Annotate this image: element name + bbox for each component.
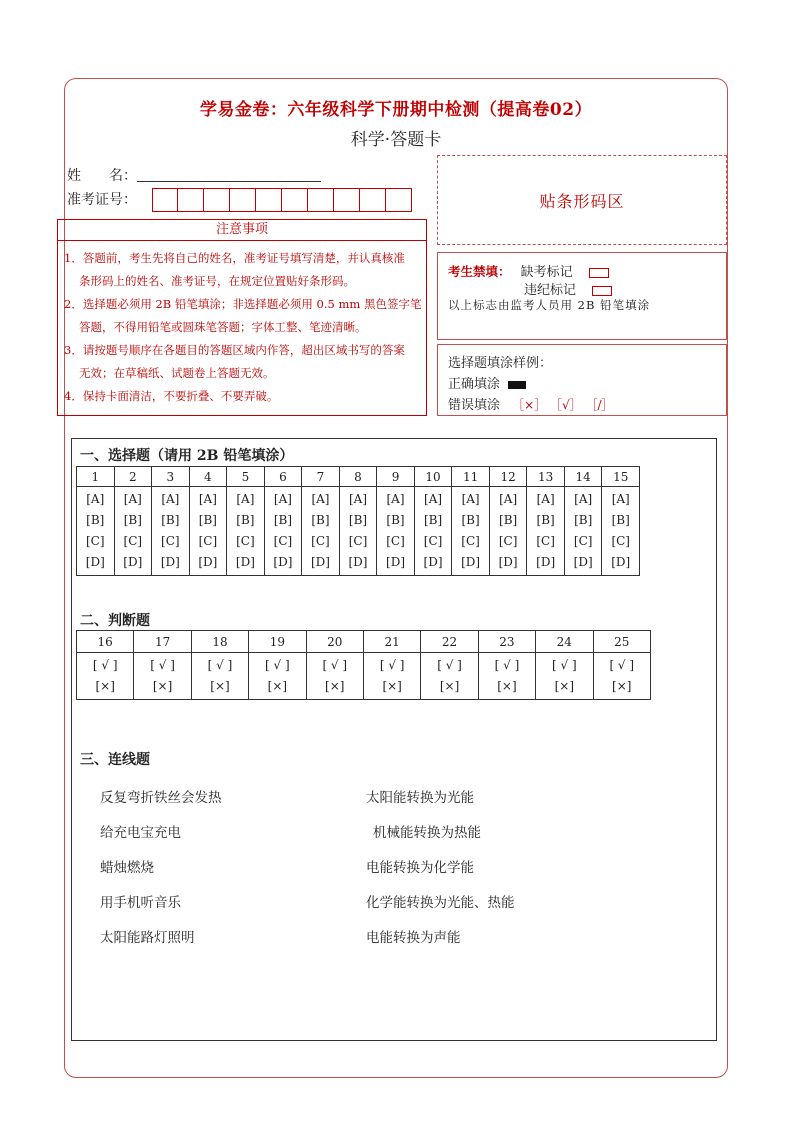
judgment-table (76, 630, 651, 700)
match-right-item: 电能转换为化学能 (366, 860, 474, 876)
match-left-item: 蜡烛燃烧 (100, 860, 154, 876)
notice-item: 3．请按题号顺序在各题目的答题区域内作答，超出区域书写的答案 (64, 343, 405, 357)
question-number: 22 (421, 631, 478, 653)
id-digit-box[interactable] (334, 188, 360, 212)
match-left-item: 用手机听音乐 (100, 895, 181, 911)
judgment-cell (191, 653, 248, 700)
violation-mark-box[interactable] (592, 286, 612, 296)
fill-sample-box (437, 344, 727, 416)
choice-option[interactable]: [C] (498, 534, 518, 548)
judgment-cell (593, 653, 650, 700)
match-right-item: 太阳能转换为光能 (366, 790, 474, 806)
judgment-cell (77, 653, 134, 700)
section2-title: 二、判断题 (80, 613, 150, 629)
id-digit-box[interactable] (256, 188, 282, 212)
match-right-item: 电能转换为声能 (366, 930, 461, 946)
judgment-option[interactable]: [×] (152, 679, 173, 693)
choice-option[interactable]: [C] (536, 534, 555, 548)
choice-cell (114, 487, 152, 576)
notice-item: 4．保持卡面清洁，不要折叠、不要弄破。 (64, 389, 279, 403)
question-number: 15 (602, 467, 640, 487)
choice-option[interactable]: [C] (423, 534, 443, 548)
judgment-option[interactable]: [ √ ] (494, 658, 520, 672)
choice-option[interactable]: [D] (273, 555, 293, 569)
match-right-item: 化学能转换为光能、热能 (366, 895, 515, 911)
choice-option[interactable]: [D] (348, 555, 368, 569)
violation-label: 违纪标记 (524, 283, 577, 298)
question-number: 1 (77, 467, 115, 487)
choice-cell (77, 487, 115, 576)
match-left-item: 反复弯折铁丝会发热 (100, 790, 222, 806)
notice-item: 2．选择题必须用 2B 铅笔填涂；非选择题必须用 0.5 mm 黑色签字笔 (64, 297, 422, 311)
examinee-ban-box (437, 252, 727, 340)
choice-option[interactable]: [B] (86, 513, 105, 527)
question-number: 17 (134, 631, 191, 653)
judgment-option[interactable]: [ √ ] (265, 658, 290, 672)
id-digit-box[interactable] (230, 188, 256, 212)
choice-option[interactable]: [B] (311, 513, 330, 527)
page-title: 学易金卷：六年级科学下册期中检测（提高卷02） (199, 100, 593, 120)
choice-option[interactable]: [B] (536, 513, 555, 527)
choice-option[interactable]: [C] (273, 534, 293, 548)
question-number: 2 (114, 467, 152, 487)
choice-option[interactable]: [A] (424, 492, 443, 506)
choice-table (76, 466, 640, 576)
judgment-cell (421, 653, 478, 700)
choice-option[interactable]: [D] (235, 555, 255, 569)
choice-option[interactable]: [A] (236, 492, 255, 506)
choice-cell (227, 487, 265, 576)
ban-title: 考生禁填： (448, 264, 511, 279)
choice-option[interactable]: [A] (574, 492, 593, 506)
question-number: 21 (363, 631, 420, 653)
choice-option[interactable]: [A] (386, 492, 405, 506)
judgment-option[interactable]: [×] (612, 679, 632, 693)
judgment-option[interactable]: [×] (439, 679, 460, 693)
choice-cell (264, 487, 302, 576)
exam-id-boxes[interactable] (152, 188, 412, 212)
question-number: 7 (302, 467, 340, 487)
barcode-label: 贴条形码区 (539, 191, 625, 211)
id-digit-box[interactable] (360, 188, 386, 212)
choice-option[interactable]: [D] (423, 555, 443, 569)
judgment-option[interactable]: [×] (497, 679, 517, 693)
sample-title: 选择题填涂样例： (448, 356, 553, 371)
question-number: 25 (593, 631, 650, 653)
question-number: 16 (77, 631, 134, 653)
choice-option[interactable]: [B] (236, 513, 255, 527)
notice-title: 注意事项 (57, 219, 427, 241)
choice-cell (564, 487, 602, 576)
question-number: 3 (152, 467, 190, 487)
choice-option[interactable]: [D] (461, 555, 481, 569)
question-number: 4 (189, 467, 227, 487)
judgment-option[interactable]: [×] (325, 679, 345, 693)
judgment-cell (478, 653, 535, 700)
barcode-area (437, 155, 727, 245)
question-number: 5 (227, 467, 265, 487)
choice-option[interactable]: [C] (573, 534, 593, 548)
judgment-cell (536, 653, 593, 700)
judgment-option[interactable]: [ √ ] (552, 658, 577, 672)
choice-cell (339, 487, 377, 576)
wrong-fill-samples: ［×］ ［√］ ［/］ (512, 398, 614, 412)
question-number: 12 (489, 467, 527, 487)
choice-option[interactable]: [C] (236, 534, 255, 548)
absent-label: 缺考标记 (520, 265, 573, 280)
choice-option[interactable]: [D] (611, 555, 631, 569)
id-digit-box[interactable] (152, 188, 178, 212)
name-label: 姓 名： (67, 168, 137, 184)
choice-option[interactable]: [C] (311, 534, 330, 548)
question-number: 14 (564, 467, 602, 487)
judgment-option[interactable]: [ √ ] (322, 658, 348, 672)
choice-option[interactable]: [A] (198, 492, 217, 506)
name-field[interactable] (137, 181, 321, 182)
choice-option[interactable]: [C] (198, 534, 218, 548)
id-digit-box[interactable] (308, 188, 334, 212)
judgment-cell (134, 653, 191, 700)
judgment-cell (249, 653, 306, 700)
choice-cell (527, 487, 565, 576)
question-number: 8 (339, 467, 377, 487)
judgment-option[interactable]: [×] (267, 679, 288, 693)
id-digit-box[interactable] (386, 188, 412, 212)
choice-option[interactable]: [C] (348, 534, 368, 548)
choice-option[interactable]: [B] (423, 513, 443, 527)
id-digit-box[interactable] (178, 188, 204, 212)
choice-option[interactable]: [A] (161, 492, 180, 506)
choice-option[interactable]: [B] (198, 513, 217, 527)
choice-cell (189, 487, 227, 576)
choice-option[interactable]: [A] (499, 492, 518, 506)
choice-option[interactable]: [C] (611, 534, 630, 548)
judgment-option[interactable]: [×] (554, 679, 575, 693)
wrong-label: 错误填涂 (448, 398, 501, 413)
question-number: 11 (452, 467, 490, 487)
question-number: 23 (478, 631, 535, 653)
match-right-item: 机械能转换为热能 (373, 825, 481, 841)
choice-option[interactable]: [B] (386, 513, 405, 527)
absent-mark-box[interactable] (589, 268, 609, 278)
choice-option[interactable]: [A] (348, 492, 367, 506)
page-subtitle: 科学·答题卡 (350, 130, 442, 150)
judgment-option[interactable]: [ √ ] (150, 658, 175, 672)
choice-option[interactable]: [B] (273, 513, 293, 527)
choice-option[interactable]: [D] (573, 555, 593, 569)
section1-title: 一、选择题（请用 2B 铅笔填涂） (80, 448, 294, 464)
choice-option[interactable]: [D] (498, 555, 518, 569)
choice-option[interactable]: [D] (160, 555, 180, 569)
match-left-item: 太阳能路灯照明 (100, 930, 195, 946)
question-number: 9 (377, 467, 415, 487)
section3-title: 三、连线题 (80, 752, 150, 768)
choice-cell (489, 487, 527, 576)
judgment-option[interactable]: [ √ ] (609, 658, 635, 672)
judgment-option[interactable]: [ √ ] (437, 658, 462, 672)
choice-option[interactable]: [A] (461, 492, 480, 506)
id-digit-box[interactable] (204, 188, 230, 212)
judgment-cell (306, 653, 363, 700)
judgment-option[interactable]: [×] (382, 679, 402, 693)
choice-option[interactable]: [C] (123, 534, 143, 548)
judgment-cell (363, 653, 420, 700)
choice-option[interactable]: [A] (86, 492, 105, 506)
question-number: 24 (536, 631, 593, 653)
correct-label: 正确填涂 (448, 377, 501, 392)
notice-item: 答题，不得用铅笔或圆珠笔答题；字体工整、笔迹清晰。 (79, 320, 367, 334)
choice-cell (602, 487, 640, 576)
choice-cell (152, 487, 190, 576)
judgment-option[interactable]: [ √ ] (207, 658, 233, 672)
choice-cell (452, 487, 490, 576)
choice-option[interactable]: [B] (161, 513, 180, 527)
question-number: 20 (306, 631, 363, 653)
choice-option[interactable]: [C] (386, 534, 405, 548)
id-digit-box[interactable] (282, 188, 308, 212)
choice-cell (414, 487, 452, 576)
choice-option[interactable]: [A] (311, 492, 330, 506)
judgment-option[interactable]: [×] (210, 679, 230, 693)
judgment-option[interactable]: [ √ ] (92, 658, 118, 672)
notice-body (57, 241, 427, 416)
choice-option[interactable]: [A] (536, 492, 555, 506)
question-number: 13 (527, 467, 565, 487)
choice-option[interactable]: [B] (123, 513, 142, 527)
id-label: 准考证号： (67, 192, 137, 208)
match-left-item: 给充电宝充电 (100, 825, 181, 841)
correct-fill-sample (508, 381, 526, 389)
choice-option[interactable]: [B] (461, 513, 480, 527)
choice-cell (377, 487, 415, 576)
question-number: 6 (264, 467, 302, 487)
choice-option[interactable]: [A] (123, 492, 142, 506)
question-number: 10 (414, 467, 452, 487)
choice-option[interactable]: [D] (85, 555, 105, 569)
choice-option[interactable]: [B] (574, 513, 593, 527)
question-number: 18 (191, 631, 248, 653)
notice-item: 无效；在草稿纸、试题卷上答题无效。 (79, 366, 275, 380)
judgment-option[interactable]: [×] (95, 679, 115, 693)
choice-option[interactable]: [B] (499, 513, 518, 527)
choice-option[interactable]: [C] (161, 534, 180, 548)
choice-option[interactable]: [A] (273, 492, 292, 506)
question-number: 19 (249, 631, 306, 653)
judgment-option[interactable]: [ √ ] (379, 658, 405, 672)
ban-note: 以上标志由监考人员用 2B 铅笔填涂 (448, 298, 651, 312)
choice-option[interactable]: [D] (310, 555, 330, 569)
choice-option[interactable]: [D] (198, 555, 218, 569)
choice-option[interactable]: [C] (85, 534, 105, 548)
choice-cell (302, 487, 340, 576)
choice-option[interactable]: [A] (611, 492, 630, 506)
choice-option[interactable]: [D] (386, 555, 405, 569)
notice-item: 1．答题前，考生先将自己的姓名，准考证号填写清楚，并认真核准 (64, 251, 405, 265)
choice-option[interactable]: [B] (611, 513, 630, 527)
choice-option[interactable]: [D] (123, 555, 143, 569)
choice-option[interactable]: [D] (536, 555, 556, 569)
notice-item: 条形码上的姓名、准考证号，在规定位置贴好条形码。 (79, 274, 355, 288)
choice-option[interactable]: [C] (461, 534, 480, 548)
choice-option[interactable]: [B] (348, 513, 368, 527)
